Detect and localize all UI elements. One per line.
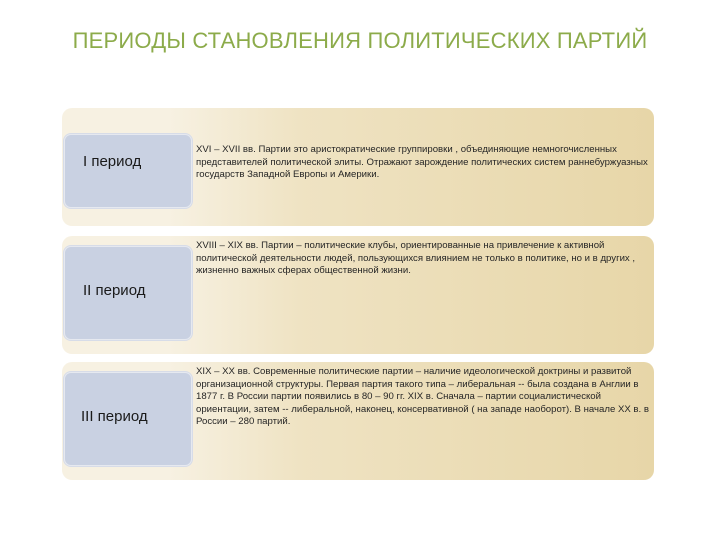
period-row-1: [62, 108, 654, 226]
period-label-box-3: [64, 372, 192, 466]
period-description-3: XIX – XX вв. Современные политические партии – наличие идеологической доктрины и развитой организационной структуры. Первая партия такого типа – либеральная -- была создана в Англии в 1877 г. В России партии появились в 80 – 90 гг. XIX в. Сначала – партии социалистической ориентации, затем -- либеральной, наконец, консервативной ( на западе наоборот). В начале XX в. в России – 280 партий.: [196, 366, 649, 427]
period-label-2: II период: [83, 282, 146, 299]
period-label-box-2: [64, 246, 192, 340]
period-label-box-1: [64, 134, 192, 208]
period-row-2: [62, 236, 654, 354]
period-row-3: [62, 362, 654, 480]
period-description-2: XVIII – XIX вв. Партии – политические клубы, ориентированные на привлечение к активной политической деятельности людей, пользующихся влиянием не только в политике, но и в других , жизненно важных сферах общественной жизни.: [196, 240, 636, 276]
period-label-3: III период: [81, 408, 148, 425]
slide-title: ПЕРИОДЫ СТАНОВЛЕНИЯ ПОЛИТИЧЕСКИХ ПАРТИЙ: [72, 28, 648, 53]
period-label-1: I период: [83, 153, 142, 170]
period-description-1: XVI – XVII вв. Партии это аристократические группировки , объединяющие немногочисленных представителей политической элиты. Отражают зарождение политических систем раннебуржуазных государств Западной Европы и Америки.: [196, 144, 648, 180]
